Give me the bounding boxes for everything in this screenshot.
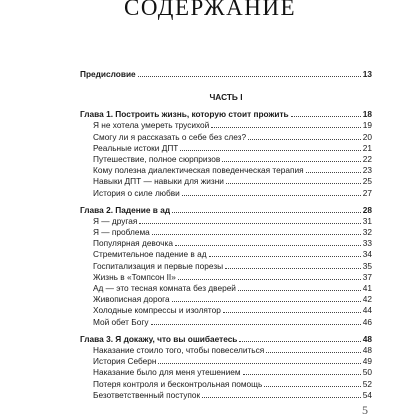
toc-chapter xyxy=(80,205,372,216)
toc-entry-label: История Себерн xyxy=(93,356,157,367)
toc-section xyxy=(80,132,372,143)
toc-entry-label: Я — другая xyxy=(93,215,138,226)
toc-page-number: 35 xyxy=(362,260,372,271)
toc-section xyxy=(80,283,372,294)
toc-page-number: 20 xyxy=(362,131,372,142)
dot-leader xyxy=(222,161,361,162)
toc-page-number: 23 xyxy=(362,165,372,176)
dot-leader xyxy=(223,312,361,313)
toc-section xyxy=(80,176,372,187)
dot-leader xyxy=(238,290,361,291)
toc-entry-label: Я не хотела умереть трусихой xyxy=(93,120,210,131)
toc-entry-label: Путешествие, полное сюрпризов xyxy=(93,153,221,164)
toc-page-number: 42 xyxy=(362,294,372,305)
dot-leader xyxy=(172,212,361,213)
toc-page-number: 41 xyxy=(362,283,372,293)
toc-entry-label: Мой обет Богу xyxy=(93,316,149,327)
dot-leader xyxy=(248,139,361,140)
toc-page-number: 44 xyxy=(362,305,372,316)
toc-section xyxy=(80,305,372,316)
dot-leader xyxy=(178,279,361,280)
toc-page-number: 54 xyxy=(362,389,372,400)
toc-entry-label: Жизнь в «Томпсон II» xyxy=(93,271,176,282)
dot-leader xyxy=(243,374,361,375)
toc-section xyxy=(80,345,372,356)
dot-leader xyxy=(306,172,361,173)
toc-page-number: 46 xyxy=(362,316,372,327)
dot-leader xyxy=(172,301,361,302)
toc-entry-label: Глава 2. Падение в ад xyxy=(80,204,171,215)
toc-page-number: 34 xyxy=(362,249,372,260)
toc-page-number: 33 xyxy=(362,238,372,249)
toc-page-number: 25 xyxy=(362,176,372,187)
dot-leader xyxy=(291,116,361,117)
part-heading: ЧАСТЬ I xyxy=(209,92,243,103)
toc-section xyxy=(80,294,372,305)
toc-page-number: 48 xyxy=(362,344,372,355)
dot-leader xyxy=(180,150,360,151)
toc-page-number: 50 xyxy=(362,367,372,378)
dot-leader xyxy=(264,386,360,387)
toc-entry-label: История о силе любви xyxy=(93,187,180,198)
toc-section xyxy=(80,317,372,328)
dot-leader xyxy=(211,127,360,128)
toc-section xyxy=(80,120,372,131)
dot-leader xyxy=(202,397,361,398)
toc-page-number: 18 xyxy=(362,109,372,120)
toc-section xyxy=(80,390,372,401)
dot-leader xyxy=(175,245,361,246)
toc-entry-label: Предисловие xyxy=(80,69,136,79)
toc-page-number: 19 xyxy=(362,120,372,131)
dot-leader xyxy=(182,195,361,196)
toc-page-number: 37 xyxy=(362,271,372,282)
toc-entry-label: Ад — это тесная комната без дверей xyxy=(93,283,236,293)
toc-page-number: 21 xyxy=(362,142,372,153)
toc-entry-label: Я — проблема xyxy=(93,227,150,238)
toc-entry-label: Смогу ли я рассказать о себе без слез? xyxy=(93,131,247,142)
toc-page-number: 13 xyxy=(362,69,372,79)
toc-section xyxy=(80,261,372,272)
toc-page-number: 52 xyxy=(362,378,372,389)
toc-entry-label: Госпитализация и первые порезы xyxy=(93,260,224,271)
toc-section xyxy=(80,154,372,165)
toc-section xyxy=(80,367,372,378)
dot-leader xyxy=(239,341,360,342)
toc-entry-label: Популярная девочка xyxy=(93,238,173,249)
toc-entry-label: Стремительное падение в ад xyxy=(93,249,207,260)
toc-page-number: 49 xyxy=(362,356,372,367)
toc-entry-label: Кому полезна диалектическая поведенческая терапия xyxy=(93,165,304,176)
page-title: СОДЕРЖАНИЕ xyxy=(123,0,296,20)
toc-entry-label: Навыки ДПТ — навыки для жизни xyxy=(93,176,224,187)
toc-section xyxy=(80,272,372,283)
toc-page-number: 28 xyxy=(362,204,372,215)
dot-leader xyxy=(138,76,361,77)
toc-section xyxy=(80,227,372,238)
toc-chapter xyxy=(80,109,372,120)
toc-page-number: 27 xyxy=(362,187,372,198)
toc-entry-label: Реальные истоки ДПТ xyxy=(93,142,179,153)
toc-page-number: 31 xyxy=(362,215,372,226)
toc-entry-label: Глава 1. Построить жизнь, которую стоит прожить xyxy=(80,109,289,120)
dot-leader xyxy=(225,268,361,269)
toc-page-number: 48 xyxy=(362,333,372,344)
dot-leader xyxy=(226,183,361,184)
toc-section xyxy=(80,379,372,390)
toc-section xyxy=(80,143,372,154)
toc-entry-label: Наказание стоило того, чтобы повеселиться xyxy=(93,344,265,355)
toc-section xyxy=(80,165,372,176)
toc-section xyxy=(80,249,372,260)
toc-section xyxy=(80,188,372,199)
toc-entry-label: Наказание было для меня утешением xyxy=(93,367,241,378)
toc-section xyxy=(80,356,372,367)
toc-section xyxy=(80,238,372,249)
toc-entry-label: Глава 3. Я докажу, что вы ошибаетесь xyxy=(80,333,238,344)
toc-page-number: 22 xyxy=(362,153,372,164)
table-of-contents xyxy=(80,69,372,401)
dot-leader xyxy=(266,352,360,353)
toc-section xyxy=(80,216,372,227)
toc-chapter xyxy=(80,334,372,345)
toc-entry-label: Безответственный поступок xyxy=(93,389,201,400)
toc-page-number: 32 xyxy=(362,227,372,238)
dot-leader xyxy=(158,363,360,364)
toc-entry-label: Живописная дорога xyxy=(93,294,170,305)
toc-entry-preface xyxy=(80,69,372,80)
dot-leader xyxy=(209,256,361,257)
dot-leader xyxy=(139,223,360,224)
dot-leader xyxy=(151,324,361,325)
dot-leader xyxy=(152,234,361,235)
toc-entry-label: Потеря контроля и бесконтрольная помощь xyxy=(93,378,263,389)
page-number: 5 xyxy=(362,403,368,417)
toc-entry-label: Холодные компрессы и изолятор xyxy=(93,305,221,316)
